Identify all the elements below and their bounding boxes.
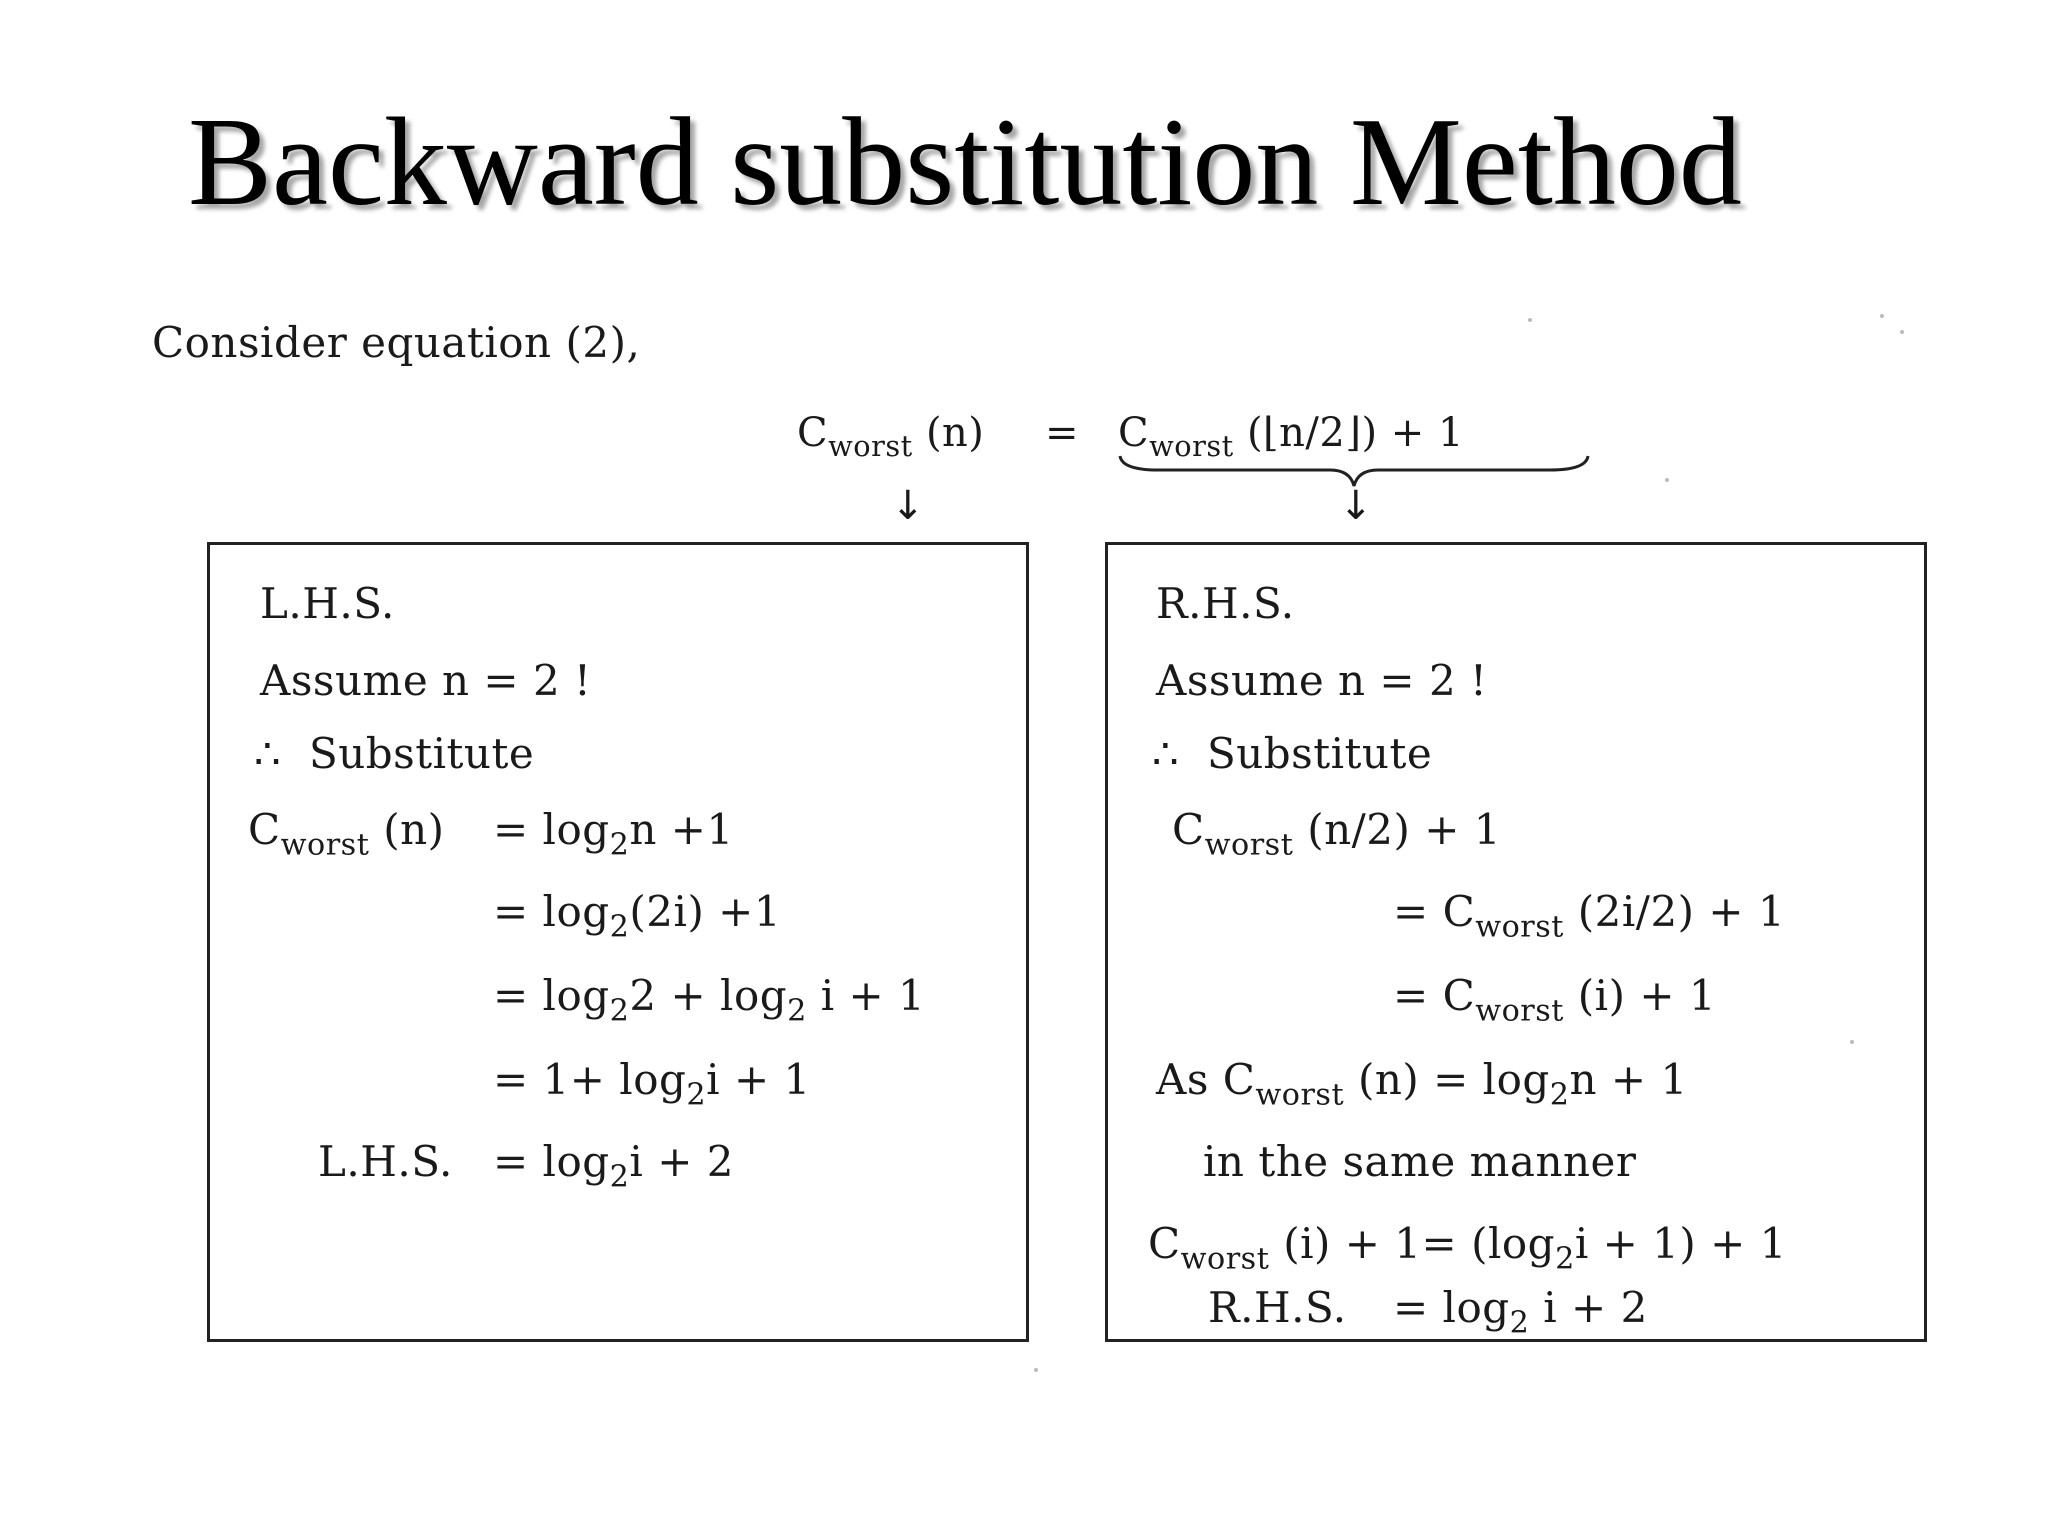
lhs-assume: Assume n = 2 ! [260, 656, 592, 705]
rhs-line-3-pre: = [1393, 971, 1429, 1020]
rhs-result-label: R.H.S. [1208, 1283, 1347, 1332]
lhs-substitute: Substitute [308, 729, 535, 778]
scan-speck [1900, 330, 1904, 334]
rhs-final-line [1148, 1219, 1787, 1277]
rhs-final-post: i + 1) + 1 [1574, 1219, 1787, 1268]
rhs-as-post: n + 1 [1569, 1055, 1688, 1104]
lhs-result-sub: 2 [609, 1159, 630, 1195]
rhs-line-3-sub: worst [1475, 993, 1564, 1029]
rhs-c: C [1118, 410, 1150, 456]
rhs-as-line [1156, 1055, 1688, 1113]
rhs-result [1393, 1283, 1648, 1341]
lhs-result-post: i + 2 [629, 1137, 734, 1186]
rhs-tail: + 1 [1390, 410, 1464, 456]
rhs-as-c: C [1222, 1055, 1256, 1104]
lhs-c-sub: worst [828, 429, 913, 464]
rhs-as-sub: worst [1255, 1077, 1345, 1113]
rhs-final-log-sub: 2 [1555, 1241, 1575, 1277]
step-3-pre: = log [493, 971, 610, 1020]
lhs-step-2 [493, 887, 782, 945]
scan-speck [1880, 314, 1884, 318]
lhs-substitute-line [254, 729, 535, 778]
rhs-c-sub: worst [1149, 429, 1234, 464]
rhs-line-3 [1393, 971, 1717, 1029]
step-1-post: n +1 [629, 805, 734, 854]
rhs-line-2-c: C [1442, 887, 1476, 936]
rhs-arg: (⌊n/2⌋) [1246, 410, 1378, 456]
lhs-c: C [797, 410, 829, 456]
rhs-line-3-arg: (i) + 1 [1577, 971, 1717, 1020]
rhs-assume: Assume n = 2 ! [1156, 656, 1488, 705]
rhs-final-mid: (i) + 1= (log [1283, 1219, 1556, 1268]
rhs-as-pre: As [1156, 1055, 1209, 1104]
step-3-post: i + 1 [820, 971, 926, 1020]
rhs-line-1-arg: (n/2) + 1 [1307, 805, 1502, 854]
scan-speck [1850, 1040, 1854, 1044]
lhs-result-pre: = log [493, 1137, 610, 1186]
rhs-result-pre: = log [1393, 1283, 1510, 1332]
step-1-sub: 2 [609, 827, 630, 863]
intro-text: Consider equation (2), [152, 318, 641, 367]
rhs-line-2 [1393, 887, 1786, 945]
step-2-post: (2i) +1 [629, 887, 782, 936]
rhs-line-1-sub: worst [1204, 827, 1294, 863]
rhs-line-1-c: C [1172, 805, 1205, 854]
rhs-heading: R.H.S. [1156, 579, 1295, 628]
rhs-as-log-sub: 2 [1549, 1077, 1570, 1113]
rhs-substitute: Substitute [1206, 729, 1433, 778]
step-4-pre: = 1+ log [493, 1055, 687, 1104]
main-equation-equals: = [1045, 410, 1080, 456]
step-3-sub: 2 [609, 993, 630, 1029]
lhs-result [493, 1137, 734, 1195]
slide-title: Backward substitution Method [188, 93, 1742, 232]
rhs-final-sub: worst [1180, 1241, 1270, 1277]
down-arrow-right-icon: ↓ [1339, 483, 1373, 529]
lhs-cworst-c: C [248, 805, 281, 854]
rhs-line-2-arg: (2i/2) + 1 [1577, 887, 1786, 936]
lhs-cworst-sub: worst [280, 827, 370, 863]
step-4-sub: 2 [686, 1077, 707, 1113]
lhs-step-1 [493, 805, 734, 863]
rhs-panel [1105, 542, 1927, 1342]
rhs-final-c: C [1148, 1219, 1181, 1268]
rhs-result-sub: 2 [1509, 1305, 1530, 1341]
scan-speck [1528, 318, 1532, 322]
scan-speck [1665, 478, 1669, 482]
rhs-result-post: i + 2 [1543, 1283, 1648, 1332]
lhs-step-4 [493, 1055, 811, 1113]
step-1-pre: = log [493, 805, 610, 854]
down-arrow-left-icon: ↓ [891, 483, 925, 529]
lhs-step-3 [493, 971, 926, 1029]
lhs-arg: (n) [925, 410, 985, 456]
lhs-cworst [248, 805, 445, 863]
step-3-sub2: 2 [787, 993, 807, 1029]
therefore-icon: ∴ [254, 729, 282, 778]
rhs-line-3-c: C [1442, 971, 1476, 1020]
step-2-pre: = log [493, 887, 610, 936]
therefore-icon: ∴ [1152, 729, 1180, 778]
rhs-as-mid: (n) = log [1357, 1055, 1550, 1104]
step-4-post: i + 1 [706, 1055, 811, 1104]
lhs-result-label: L.H.S. [318, 1137, 453, 1186]
main-equation-lhs [797, 410, 984, 463]
rhs-line-2-pre: = [1393, 887, 1429, 936]
rhs-line-1 [1172, 805, 1502, 863]
scan-speck [1034, 1368, 1038, 1372]
rhs-substitute-line [1152, 729, 1433, 778]
lhs-cworst-arg: (n) [383, 805, 445, 854]
step-3-mid: 2 + log [629, 971, 788, 1020]
step-2-sub: 2 [609, 909, 630, 945]
lhs-panel [207, 542, 1029, 1342]
rhs-line-2-sub: worst [1475, 909, 1564, 945]
lhs-heading: L.H.S. [260, 579, 395, 628]
rhs-manner: in the same manner [1203, 1137, 1637, 1186]
